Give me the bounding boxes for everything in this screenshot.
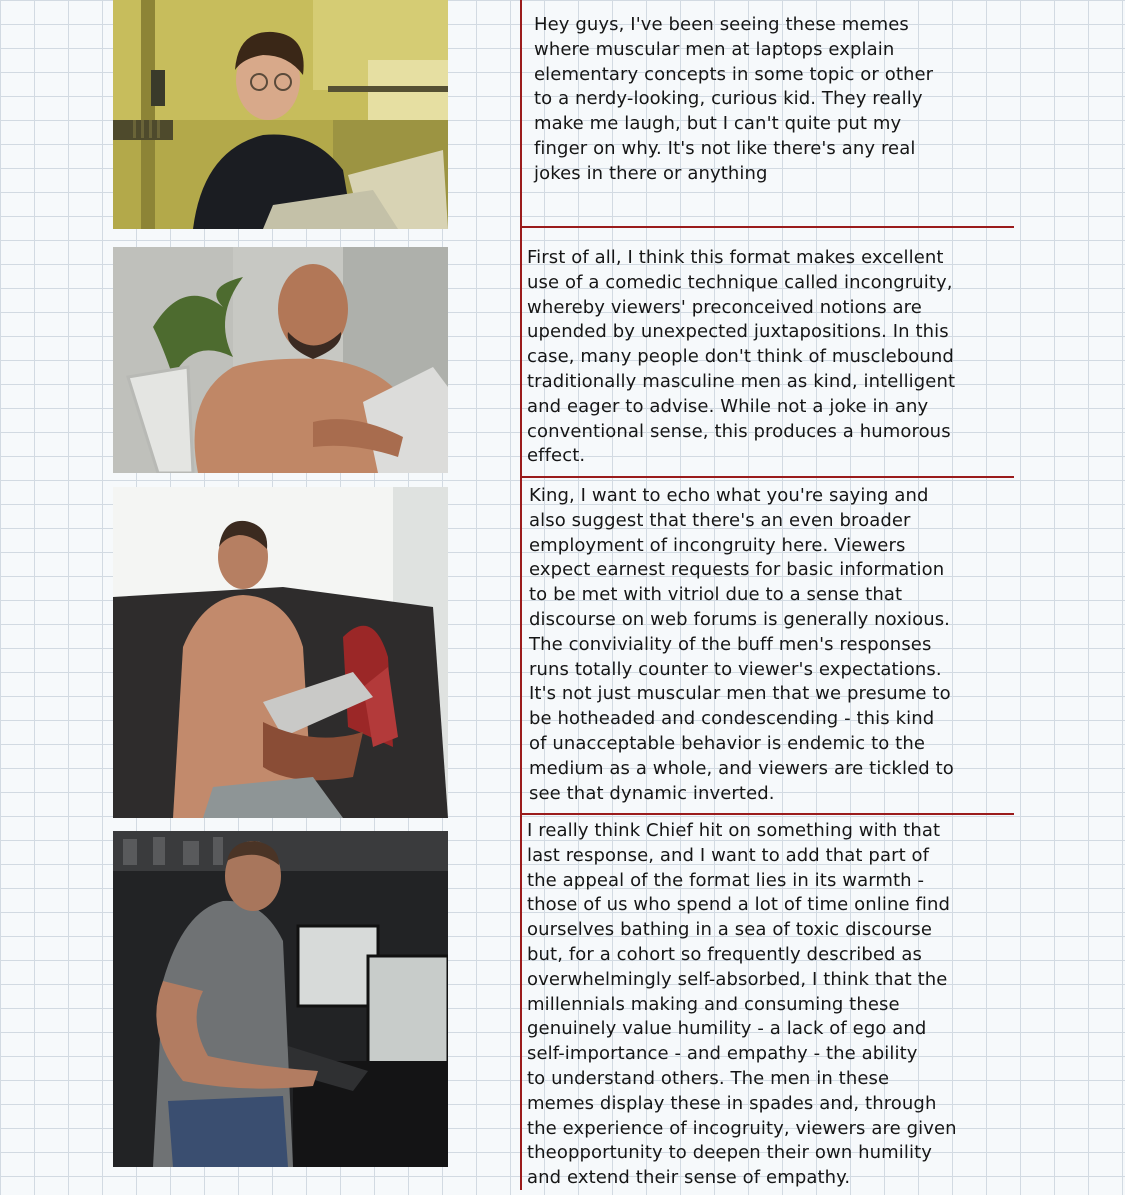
nerdy-kid-at-laptop-photo bbox=[113, 0, 448, 229]
post-text: First of all, I think this format makes excellent use of a comedic technique called incongruity, whereby viewers' preconceived notions are upended by unexpected juxtapositions. In this case, many people don't think of musclebound traditionally masculine men as kind, intelligent and eager to advise. While not a joke in any conventional sense, this produces a humorous effect. bbox=[527, 247, 956, 467]
post-text: King, I want to echo what you're saying and also suggest that there's an even broader employment of incongruity here. Viewers expect earnest requests for basic information to be met with vitriol due to a sense that discourse on web forums is generally noxious. The conviviality of the buff men's responses runs totally counter to viewer's expectations. It's not just muscular men that we presume to be hotheaded and condescending - this kind of unacceptable behavior is endemic to the medium as a whole, and viewers are tickled to see that dynamic inverted. bbox=[529, 485, 954, 804]
post-divider bbox=[521, 476, 1014, 478]
post-divider bbox=[521, 226, 1014, 228]
post-text: I really think Chief hit on something with that last response, and I want to add that part of the appeal of the format lies in its warmth - those of us who spend a lot of time online find ourselves bathing in a sea of toxic discourse but, for a cohort so frequently described as overwhelmingly self-absorbed, I think that the millennials making and consuming these genuinely value humility - a lack of ego and self-importance - and empathy - the ability to understand others. The men in these memes display these in spades and, through the experience of incogruity, viewers are given theopportunity to deepen their own humility and extend their sense of empathy. bbox=[527, 820, 957, 1189]
vertical-divider bbox=[520, 0, 522, 1190]
post-text: Hey guys, I've been seeing these memes where muscular men at laptops explain elementary concepts in some topic or other to a nerdy-looking, curious kid. They really make me laugh, but I can't quite put my finger on why. It's not like there's any real jokes in there or anything bbox=[534, 14, 934, 184]
bald-muscular-man-at-laptop-photo bbox=[113, 247, 448, 473]
shirtless-man-on-couch-with-laptop-photo bbox=[113, 487, 448, 818]
post-divider bbox=[521, 813, 1014, 815]
muscular-man-at-desktop-computers-photo bbox=[113, 831, 448, 1167]
